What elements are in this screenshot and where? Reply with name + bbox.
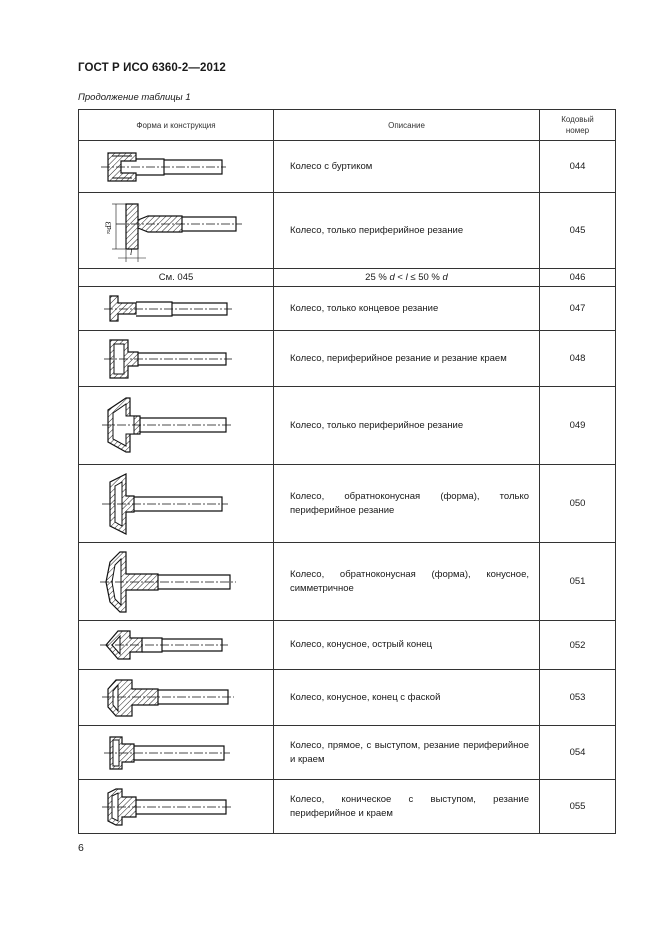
code-cell: 047 <box>540 287 616 331</box>
figure-cell <box>79 726 274 780</box>
wheel-conical-chamfered-icon <box>86 671 266 725</box>
description-cell: Колесо, только периферийное резание <box>274 193 540 269</box>
code-cell: 049 <box>540 387 616 465</box>
table-row <box>79 780 616 834</box>
description-cell: Колесо, прямое, с выступом, резание периферийное и краем <box>274 726 540 780</box>
code-cell: 044 <box>540 141 616 193</box>
condition-mid2: ≤ 50 % <box>407 272 443 283</box>
table-row <box>79 670 616 726</box>
table-row <box>79 331 616 387</box>
code-cell: 052 <box>540 621 616 670</box>
figure-cell <box>79 780 274 834</box>
see-reference-cell: См. 045 <box>79 269 274 287</box>
table-caption: Продолжение таблицы 1 <box>78 92 191 103</box>
code-cell: 051 <box>540 543 616 621</box>
table-row <box>79 543 616 621</box>
wheel-reverse-taper-symmetric-icon <box>86 544 266 620</box>
description-cell: Колесо, только периферийное резание <box>274 387 540 465</box>
figure-cell <box>79 141 274 193</box>
table-row <box>79 193 616 269</box>
figure-cell <box>79 670 274 726</box>
description-cell: Колесо, периферийное резание и резание краем <box>274 331 540 387</box>
code-cell: 050 <box>540 465 616 543</box>
code-cell: 055 <box>540 780 616 834</box>
code-cell: 048 <box>540 331 616 387</box>
document-title: ГОСТ Р ИСО 6360-2—2012 <box>78 62 226 74</box>
wheel-peripheral-and-edge-cut-icon <box>86 332 266 386</box>
condition-l: l <box>405 272 408 283</box>
table-row <box>79 141 616 193</box>
table-row <box>79 726 616 780</box>
figure-cell <box>79 331 274 387</box>
figure-cell <box>79 287 274 331</box>
figure-cell <box>79 387 274 465</box>
description-cell: Колесо с буртиком <box>274 141 540 193</box>
wheel-with-collar-icon <box>86 142 266 192</box>
figure-cell <box>79 543 274 621</box>
condition-d1: d <box>389 272 395 283</box>
description-cell: Колесо, конусное, конец с фаской <box>274 670 540 726</box>
wheel-peripheral-cut-dimensioned-icon <box>86 194 266 268</box>
table-row <box>79 269 616 287</box>
wheel-reverse-taper-icon <box>86 466 266 542</box>
wheel-conical-shoulder-icon <box>86 781 266 833</box>
figure-cell <box>79 621 274 670</box>
dim-label-d3: ≈d3 <box>104 221 113 234</box>
condition-d2: d <box>442 272 448 283</box>
table-header-row <box>79 110 616 141</box>
column-header-form: Форма и конструкция <box>79 110 274 141</box>
table-row <box>79 621 616 670</box>
condition-mid: < <box>394 272 406 283</box>
description-cell: Колесо, только концевое резание <box>274 287 540 331</box>
table-row <box>79 287 616 331</box>
description-cell: Колесо, обратноконусная (форма), конусное, симметричное <box>274 543 540 621</box>
description-cell: Колесо, обратноконусная (форма), только периферийное резание <box>274 465 540 543</box>
wheel-conical-pointed-icon <box>86 622 266 669</box>
wheel-end-cut-icon <box>86 288 266 330</box>
table-row <box>79 387 616 465</box>
column-header-code: Кодовый номер <box>540 110 616 141</box>
condition-cell <box>274 269 540 287</box>
code-cell: 046 <box>540 269 616 287</box>
page-number: 6 <box>78 842 84 854</box>
table-row <box>79 465 616 543</box>
figure-cell <box>79 465 274 543</box>
figure-cell <box>79 193 274 269</box>
code-cell: 053 <box>540 670 616 726</box>
wheel-straight-shoulder-icon <box>86 727 266 779</box>
wheel-peripheral-cut-icon <box>86 388 266 464</box>
condition-pre: 25 % <box>365 272 390 283</box>
spec-table <box>78 109 616 834</box>
description-cell: Колесо, коническое с выступом, резание периферийное и краем <box>274 780 540 834</box>
column-header-description: Описание <box>274 110 540 141</box>
description-cell: Колесо, конусное, острый конец <box>274 621 540 670</box>
code-cell: 045 <box>540 193 616 269</box>
dim-label-l: l <box>130 247 133 257</box>
code-cell: 054 <box>540 726 616 780</box>
